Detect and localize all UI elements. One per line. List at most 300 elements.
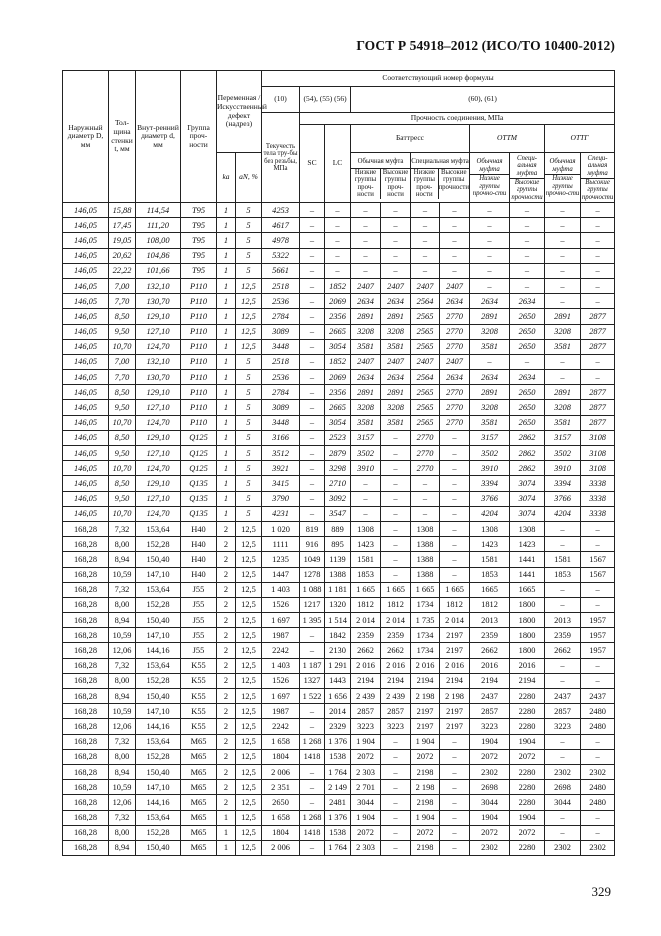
table-cell: 150,40: [136, 840, 181, 855]
table-cell: J55: [181, 613, 217, 628]
table-row: [63, 263, 615, 278]
table-row: [63, 734, 615, 749]
table-cell: 146,05: [63, 476, 109, 491]
table-row: [63, 491, 615, 506]
table-row: [63, 278, 615, 293]
table-cell: –: [545, 734, 581, 749]
table-cell: –: [510, 354, 545, 369]
table-cell: 1 735: [411, 613, 440, 628]
table-cell: 146,05: [63, 309, 109, 324]
table-cell: –: [440, 764, 470, 779]
table-cell: 2634: [381, 370, 411, 385]
table-cell: 2565: [411, 309, 440, 324]
table-cell: 1957: [581, 613, 615, 628]
table-cell: 168,28: [63, 689, 109, 704]
table-cell: –: [325, 218, 351, 233]
table-cell: –: [440, 734, 470, 749]
table-cell: 2770: [440, 339, 470, 354]
table-cell: 1: [217, 324, 236, 339]
special-high-grade: Высокие группы прочности: [438, 168, 470, 191]
table-cell: 5: [236, 476, 262, 491]
table-cell: 2891: [470, 309, 510, 324]
table-cell: 1904: [510, 734, 545, 749]
table-cell: 1 291: [325, 658, 351, 673]
table-cell: 168,28: [63, 567, 109, 582]
table-cell: 2197: [440, 643, 470, 658]
table-cell: 2198: [411, 840, 440, 855]
table-cell: 2302: [545, 764, 581, 779]
table-cell: 1957: [581, 628, 615, 643]
table-cell: 168,28: [63, 840, 109, 855]
table-cell: –: [300, 339, 325, 354]
table-cell: 10,59: [109, 628, 136, 643]
table-cell: –: [300, 430, 325, 445]
table-cell: 2356: [325, 309, 351, 324]
table-cell: –: [440, 461, 470, 476]
table-cell: 2437: [545, 689, 581, 704]
ottm-low-grade: Низкие группы прочно-сти: [472, 175, 507, 198]
table-cell: –: [581, 658, 615, 673]
table-cell: 2770: [440, 385, 470, 400]
table-cell: 2198: [411, 795, 440, 810]
table-cell: 146,05: [63, 203, 109, 218]
table-cell: 2710: [325, 476, 351, 491]
table-cell: 2407: [351, 354, 381, 369]
table-cell: 2536: [262, 294, 300, 309]
table-cell: 7,70: [109, 294, 136, 309]
table-cell: 3338: [581, 491, 615, 506]
table-cell: 168,28: [63, 537, 109, 552]
table-cell: 2 701: [351, 780, 381, 795]
table-cell: 15,88: [109, 203, 136, 218]
table-cell: –: [351, 248, 381, 263]
table-cell: 1418: [300, 825, 325, 840]
table-cell: 2194: [411, 673, 440, 688]
special-coupling-label: Специальная муфта: [411, 156, 469, 168]
table-cell: 1 403: [262, 658, 300, 673]
table-cell: 2: [217, 764, 236, 779]
table-cell: 2072: [411, 749, 440, 764]
table-cell: –: [300, 309, 325, 324]
table-cell: 19,05: [109, 233, 136, 248]
table-cell: 5: [236, 400, 262, 415]
table-cell: 9,50: [109, 491, 136, 506]
table-cell: 1852: [325, 354, 351, 369]
table-cell: 2013: [470, 613, 510, 628]
table-cell: 5: [236, 385, 262, 400]
regular-coupling-label: Обычная муфта: [351, 156, 410, 168]
table-cell: 2072: [351, 749, 381, 764]
table-cell: T95: [181, 203, 217, 218]
table-cell: 5: [236, 491, 262, 506]
table-cell: 2565: [411, 415, 440, 430]
table-cell: 146,05: [63, 370, 109, 385]
table-row: [63, 294, 615, 309]
table-cell: –: [510, 278, 545, 293]
table-cell: 1904: [470, 734, 510, 749]
table-cell: 12,5: [236, 764, 262, 779]
table-cell: 1 403: [262, 582, 300, 597]
table-cell: 147,10: [136, 628, 181, 643]
special-low-grade: Низкие группы проч-ности: [411, 169, 439, 199]
table-row: [63, 506, 615, 521]
table-cell: 1904: [470, 810, 510, 825]
table-cell: 7,00: [109, 278, 136, 293]
table-cell: J55: [181, 582, 217, 597]
table-cell: 12,5: [236, 537, 262, 552]
ottg-regular-label: Обычная муфта: [545, 157, 580, 175]
regular-low-grade: Низкие группы проч-ности: [351, 169, 381, 199]
table-cell: 168,28: [63, 658, 109, 673]
table-row: [63, 628, 615, 643]
table-cell: –: [381, 218, 411, 233]
table-cell: 2: [217, 704, 236, 719]
table-cell: 5: [236, 461, 262, 476]
table-cell: 3074: [510, 476, 545, 491]
table-cell: 3157: [545, 430, 581, 445]
table-cell: 144,16: [136, 795, 181, 810]
table-cell: 8,00: [109, 537, 136, 552]
table-cell: 1423: [351, 537, 381, 552]
table-cell: 3581: [545, 339, 581, 354]
table-cell: 2650: [510, 309, 545, 324]
table-cell: 3502: [351, 446, 381, 461]
table-cell: 12,5: [236, 521, 262, 536]
table-cell: –: [381, 203, 411, 218]
table-cell: 5: [236, 370, 262, 385]
table-row: [63, 582, 615, 597]
table-cell: 2 303: [351, 764, 381, 779]
table-cell: 1804: [262, 825, 300, 840]
table-cell: 2891: [351, 385, 381, 400]
table-cell: –: [411, 218, 440, 233]
table-cell: 2877: [581, 309, 615, 324]
table-cell: Q125: [181, 430, 217, 445]
table-cell: J55: [181, 597, 217, 612]
ottm-high-grade: Высокие группы прочности: [511, 179, 543, 201]
table-cell: –: [300, 385, 325, 400]
table-cell: 12,5: [236, 309, 262, 324]
table-cell: –: [581, 248, 615, 263]
table-cell: –: [470, 248, 510, 263]
table-cell: 2 198: [411, 689, 440, 704]
table-cell: 147,10: [136, 567, 181, 582]
table-cell: Q125: [181, 461, 217, 476]
table-cell: 1987: [262, 628, 300, 643]
table-cell: –: [300, 278, 325, 293]
table-cell: P110: [181, 309, 217, 324]
table-cell: 2 014: [351, 613, 381, 628]
table-cell: 168,28: [63, 613, 109, 628]
table-cell: –: [440, 203, 470, 218]
table-cell: 1: [217, 309, 236, 324]
table-cell: 1812: [440, 597, 470, 612]
table-cell: 2069: [325, 294, 351, 309]
table-cell: 2014: [325, 704, 351, 719]
table-cell: 2650: [262, 795, 300, 810]
table-cell: 2: [217, 749, 236, 764]
table-cell: 2770: [411, 446, 440, 461]
table-cell: –: [381, 567, 411, 582]
table-cell: 2565: [411, 324, 440, 339]
table-cell: 2: [217, 521, 236, 536]
table-row: [63, 309, 615, 324]
table-cell: 2194: [381, 673, 411, 688]
table-cell: 2069: [325, 370, 351, 385]
table-cell: 8,94: [109, 840, 136, 855]
table-cell: 2634: [440, 370, 470, 385]
table-row: [63, 643, 615, 658]
table-cell: 1: [217, 294, 236, 309]
table-cell: 2662: [470, 643, 510, 658]
table-cell: –: [581, 354, 615, 369]
table-cell: 1665: [510, 582, 545, 597]
table-cell: 4253: [262, 203, 300, 218]
header-outer-diameter: Наружный диаметр D, мм: [63, 71, 109, 203]
table-cell: 2 198: [411, 780, 440, 795]
table-cell: 20,62: [109, 248, 136, 263]
table-cell: 2770: [411, 461, 440, 476]
table-cell: –: [440, 840, 470, 855]
table-cell: 3089: [262, 324, 300, 339]
table-cell: 127,10: [136, 491, 181, 506]
table-cell: 146,05: [63, 446, 109, 461]
table-cell: 1526: [262, 597, 300, 612]
table-cell: 146,05: [63, 491, 109, 506]
table-cell: 3208: [381, 324, 411, 339]
table-cell: 2: [217, 689, 236, 704]
table-row: [63, 248, 615, 263]
table-cell: 2407: [411, 354, 440, 369]
table-row: [63, 339, 615, 354]
table-cell: 1: [217, 339, 236, 354]
table-cell: M65: [181, 749, 217, 764]
table-cell: –: [381, 506, 411, 521]
table-cell: 1327: [300, 673, 325, 688]
table-cell: 1 181: [325, 582, 351, 597]
table-cell: 1957: [581, 643, 615, 658]
table-row: [63, 476, 615, 491]
table-cell: 3044: [545, 795, 581, 810]
table-cell: P110: [181, 415, 217, 430]
table-cell: 2 351: [262, 780, 300, 795]
table-cell: 1852: [325, 278, 351, 293]
table-cell: –: [300, 233, 325, 248]
table-cell: –: [545, 218, 581, 233]
table-cell: 2359: [351, 628, 381, 643]
table-cell: 1441: [510, 567, 545, 582]
table-cell: 168,28: [63, 749, 109, 764]
table-cell: 1: [217, 400, 236, 415]
table-cell: –: [381, 521, 411, 536]
table-cell: 127,10: [136, 400, 181, 415]
table-cell: 1 376: [325, 734, 351, 749]
table-cell: 2407: [440, 354, 470, 369]
table-cell: 12,5: [236, 749, 262, 764]
table-cell: 2857: [545, 704, 581, 719]
table-cell: 1904: [510, 810, 545, 825]
table-cell: 2877: [581, 324, 615, 339]
table-cell: 1 656: [325, 689, 351, 704]
table-cell: 4204: [545, 506, 581, 521]
table-cell: 1308: [470, 521, 510, 536]
table-cell: 1853: [470, 567, 510, 582]
table-cell: 2770: [440, 415, 470, 430]
table-cell: 1388: [411, 552, 440, 567]
table-cell: 7,32: [109, 658, 136, 673]
table-cell: –: [300, 294, 325, 309]
table-row: [63, 764, 615, 779]
header-sc: SC: [300, 125, 325, 203]
table-cell: –: [381, 749, 411, 764]
table-cell: 12,06: [109, 643, 136, 658]
table-cell: 1: [217, 461, 236, 476]
table-cell: 2 016: [351, 658, 381, 673]
table-cell: 2565: [411, 385, 440, 400]
table-row: [63, 385, 615, 400]
table-cell: 2891: [381, 385, 411, 400]
table-cell: 3581: [470, 339, 510, 354]
table-cell: 150,40: [136, 764, 181, 779]
table-cell: 2770: [411, 430, 440, 445]
table-cell: 2650: [510, 385, 545, 400]
table-cell: 12,5: [236, 324, 262, 339]
table-cell: 146,05: [63, 324, 109, 339]
table-cell: 2302: [581, 764, 615, 779]
table-cell: 5: [236, 218, 262, 233]
table-row: [63, 749, 615, 764]
table-cell: 2891: [381, 309, 411, 324]
table-cell: 3581: [351, 339, 381, 354]
table-cell: 8,00: [109, 749, 136, 764]
table-cell: 2302: [545, 840, 581, 855]
table-cell: –: [581, 825, 615, 840]
header-yield-body: Текучесть тела тру-бы без резьбы, МПа: [262, 113, 300, 203]
table-cell: –: [470, 233, 510, 248]
table-cell: 1: [217, 476, 236, 491]
table-cell: –: [440, 825, 470, 840]
table-cell: 2280: [510, 719, 545, 734]
table-cell: 1: [217, 354, 236, 369]
table-cell: 2862: [510, 430, 545, 445]
table-cell: 1418: [300, 749, 325, 764]
table-cell: 1581: [545, 552, 581, 567]
table-cell: –: [411, 476, 440, 491]
table-cell: 1 904: [411, 734, 440, 749]
table-cell: 10,70: [109, 339, 136, 354]
table-cell: 127,10: [136, 446, 181, 461]
header-joint-strength: Прочность соединения, МПа: [300, 113, 615, 125]
table-cell: 108,00: [136, 233, 181, 248]
table-cell: 12,5: [236, 840, 262, 855]
table-cell: 3581: [351, 415, 381, 430]
table-row: [63, 521, 615, 536]
table-cell: 8,50: [109, 309, 136, 324]
table-cell: 1800: [510, 597, 545, 612]
table-cell: 168,28: [63, 582, 109, 597]
table-cell: 2072: [470, 749, 510, 764]
table-cell: 2072: [470, 825, 510, 840]
table-cell: 1734: [411, 628, 440, 643]
table-cell: M65: [181, 734, 217, 749]
table-cell: –: [300, 248, 325, 263]
table-cell: 1842: [325, 628, 351, 643]
table-cell: 5: [236, 415, 262, 430]
table-cell: 10,70: [109, 415, 136, 430]
header-formula-54-55-56: (54), (55) (56): [300, 87, 351, 113]
table-cell: 2634: [510, 294, 545, 309]
table-cell: 3502: [545, 446, 581, 461]
header-ottm-special: [510, 153, 545, 203]
table-cell: 168,28: [63, 734, 109, 749]
table-cell: 2013: [545, 613, 581, 628]
table-cell: –: [581, 582, 615, 597]
table-row: [63, 825, 615, 840]
table-cell: 2280: [510, 780, 545, 795]
table-cell: P110: [181, 278, 217, 293]
ottg-high-grade: Высокие группы прочности: [581, 179, 614, 201]
table-cell: 12,06: [109, 719, 136, 734]
table-cell: 1447: [262, 567, 300, 582]
table-cell: –: [381, 430, 411, 445]
table-cell: –: [510, 203, 545, 218]
table-cell: 5: [236, 203, 262, 218]
table-cell: –: [411, 203, 440, 218]
table-cell: 152,28: [136, 597, 181, 612]
table-cell: –: [470, 354, 510, 369]
table-cell: 3921: [262, 461, 300, 476]
table-cell: –: [581, 597, 615, 612]
table-cell: 3166: [262, 430, 300, 445]
table-cell: 3223: [470, 719, 510, 734]
table-cell: –: [440, 476, 470, 491]
table-cell: –: [440, 233, 470, 248]
table-cell: 2480: [581, 719, 615, 734]
table-row: [63, 795, 615, 810]
table-cell: –: [440, 567, 470, 582]
table-cell: 1853: [351, 567, 381, 582]
table-cell: 3208: [351, 400, 381, 415]
table-row: [63, 810, 615, 825]
table-cell: 8,94: [109, 764, 136, 779]
table-cell: –: [381, 491, 411, 506]
table-cell: –: [300, 643, 325, 658]
table-cell: –: [470, 278, 510, 293]
table-cell: 12,5: [236, 278, 262, 293]
table-cell: –: [381, 825, 411, 840]
table-cell: –: [440, 552, 470, 567]
table-cell: 1: [217, 506, 236, 521]
table-cell: 146,05: [63, 278, 109, 293]
table-cell: 124,70: [136, 415, 181, 430]
table-cell: 1 088: [300, 582, 325, 597]
table-cell: –: [381, 446, 411, 461]
table-cell: M65: [181, 810, 217, 825]
table-cell: 2280: [510, 764, 545, 779]
table-cell: 8,00: [109, 825, 136, 840]
table-cell: P110: [181, 294, 217, 309]
document-header: ГОСТ Р 54918–2012 (ИСО/ТО 10400-2012): [356, 38, 615, 53]
table-cell: 1 665: [381, 582, 411, 597]
table-cell: 2072: [411, 825, 440, 840]
table-cell: 12,5: [236, 658, 262, 673]
table-cell: 1812: [351, 597, 381, 612]
table-cell: –: [300, 218, 325, 233]
table-row: [63, 658, 615, 673]
table-cell: 3547: [325, 506, 351, 521]
table-row: [63, 415, 615, 430]
table-cell: 5: [236, 354, 262, 369]
